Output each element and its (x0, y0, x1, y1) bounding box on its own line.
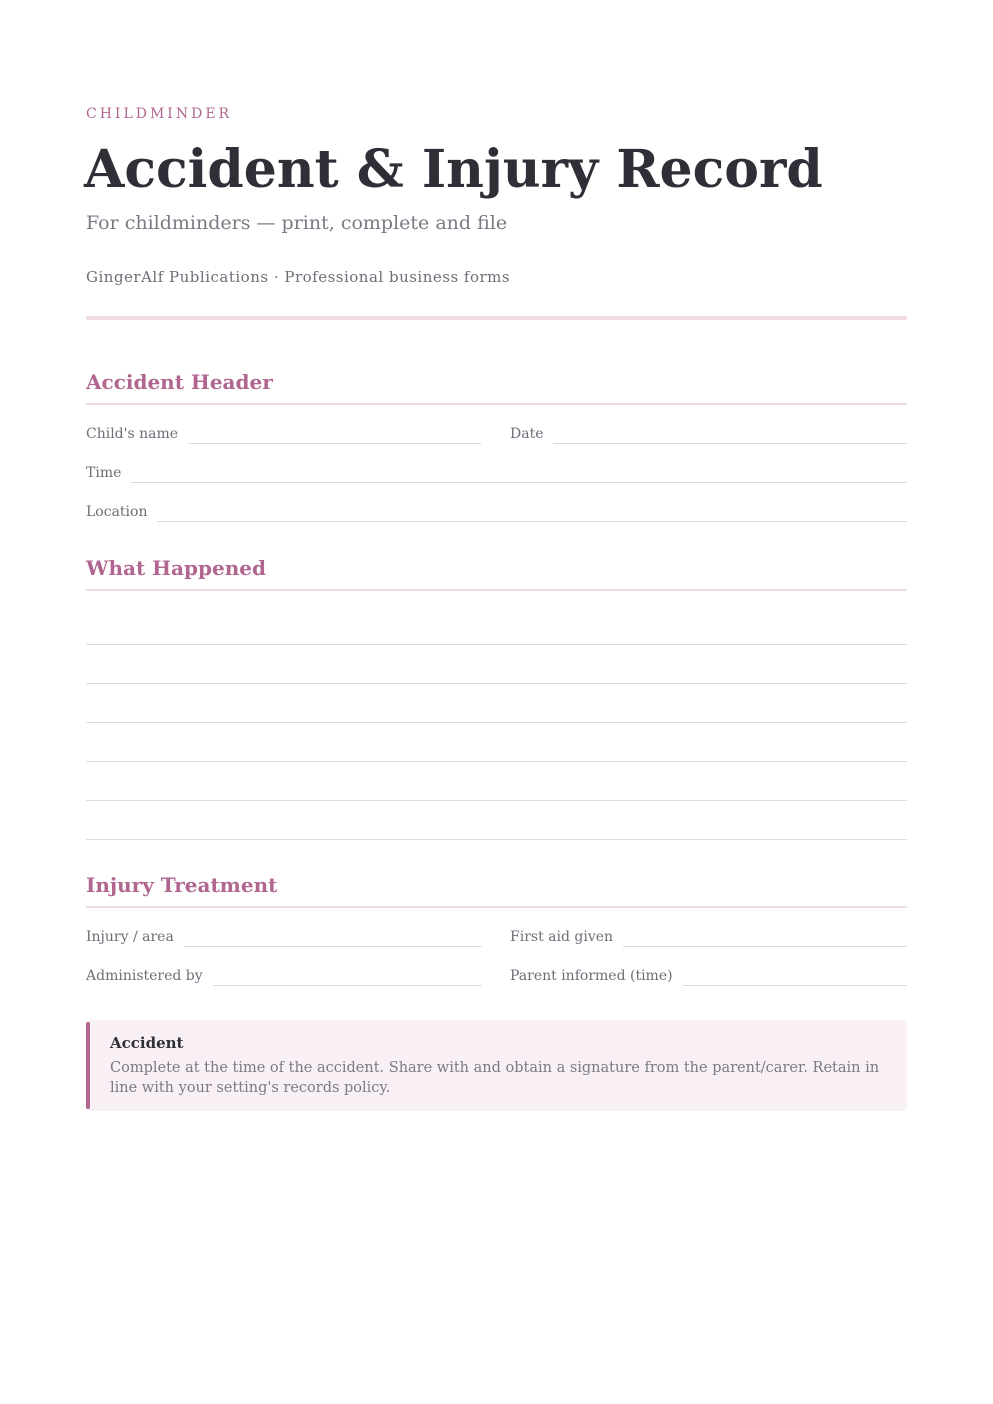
administered-by-input-line[interactable] (213, 963, 482, 986)
publisher-line: GingerAlf Publications · Professional business forms (86, 268, 511, 286)
date-label: Date (510, 426, 544, 442)
writing-line[interactable] (86, 683, 907, 684)
section-divider (86, 589, 907, 591)
section-title-accident-header: Accident Header (86, 370, 273, 394)
page-title: Accident & Injury Record (84, 139, 823, 200)
location-field[interactable] (86, 498, 907, 522)
date-field[interactable] (510, 420, 907, 444)
time-label: Time (86, 465, 122, 481)
injury-area-field[interactable] (86, 923, 482, 947)
location-input-line[interactable] (157, 499, 907, 522)
header-divider (86, 316, 907, 320)
section-title-injury-treatment: Injury Treatment (86, 873, 278, 897)
parent-informed-input-line[interactable] (683, 963, 907, 986)
childs-name-label: Child's name (86, 426, 179, 442)
administered-by-field[interactable] (86, 962, 482, 986)
injury-area-label: Injury / area (86, 929, 174, 945)
writing-line[interactable] (86, 722, 907, 723)
category-label: CHILDMINDER (86, 106, 233, 122)
date-input-line[interactable] (553, 421, 907, 444)
parent-informed-field[interactable] (510, 962, 907, 986)
childs-name-input-line[interactable] (188, 421, 481, 444)
first-aid-label: First aid given (510, 929, 614, 945)
note-body: Complete at the time of the accident. Share with and obtain a signature from the parent/carer. Retain in line with your setting's records policy. (110, 1060, 880, 1096)
section-divider (86, 906, 907, 908)
first-aid-input-line[interactable] (623, 924, 907, 947)
section-title-what-happened: What Happened (86, 556, 266, 580)
note-accent-bar (86, 1022, 90, 1109)
administered-by-label: Administered by (86, 968, 203, 984)
time-field[interactable] (86, 459, 907, 483)
writing-line[interactable] (86, 800, 907, 801)
first-aid-field[interactable] (510, 923, 907, 947)
instruction-note (86, 1020, 907, 1111)
childs-name-field[interactable] (86, 420, 481, 444)
parent-informed-label: Parent informed (time) (510, 968, 673, 984)
writing-line[interactable] (86, 839, 907, 840)
page-subtitle: For childminders — print, complete and file (86, 212, 508, 234)
section-divider (86, 403, 907, 405)
writing-line[interactable] (86, 761, 907, 762)
writing-line[interactable] (86, 644, 907, 645)
note-title: Accident (110, 1034, 184, 1052)
injury-area-input-line[interactable] (184, 924, 482, 947)
time-input-line[interactable] (131, 460, 907, 483)
location-label: Location (86, 504, 148, 520)
